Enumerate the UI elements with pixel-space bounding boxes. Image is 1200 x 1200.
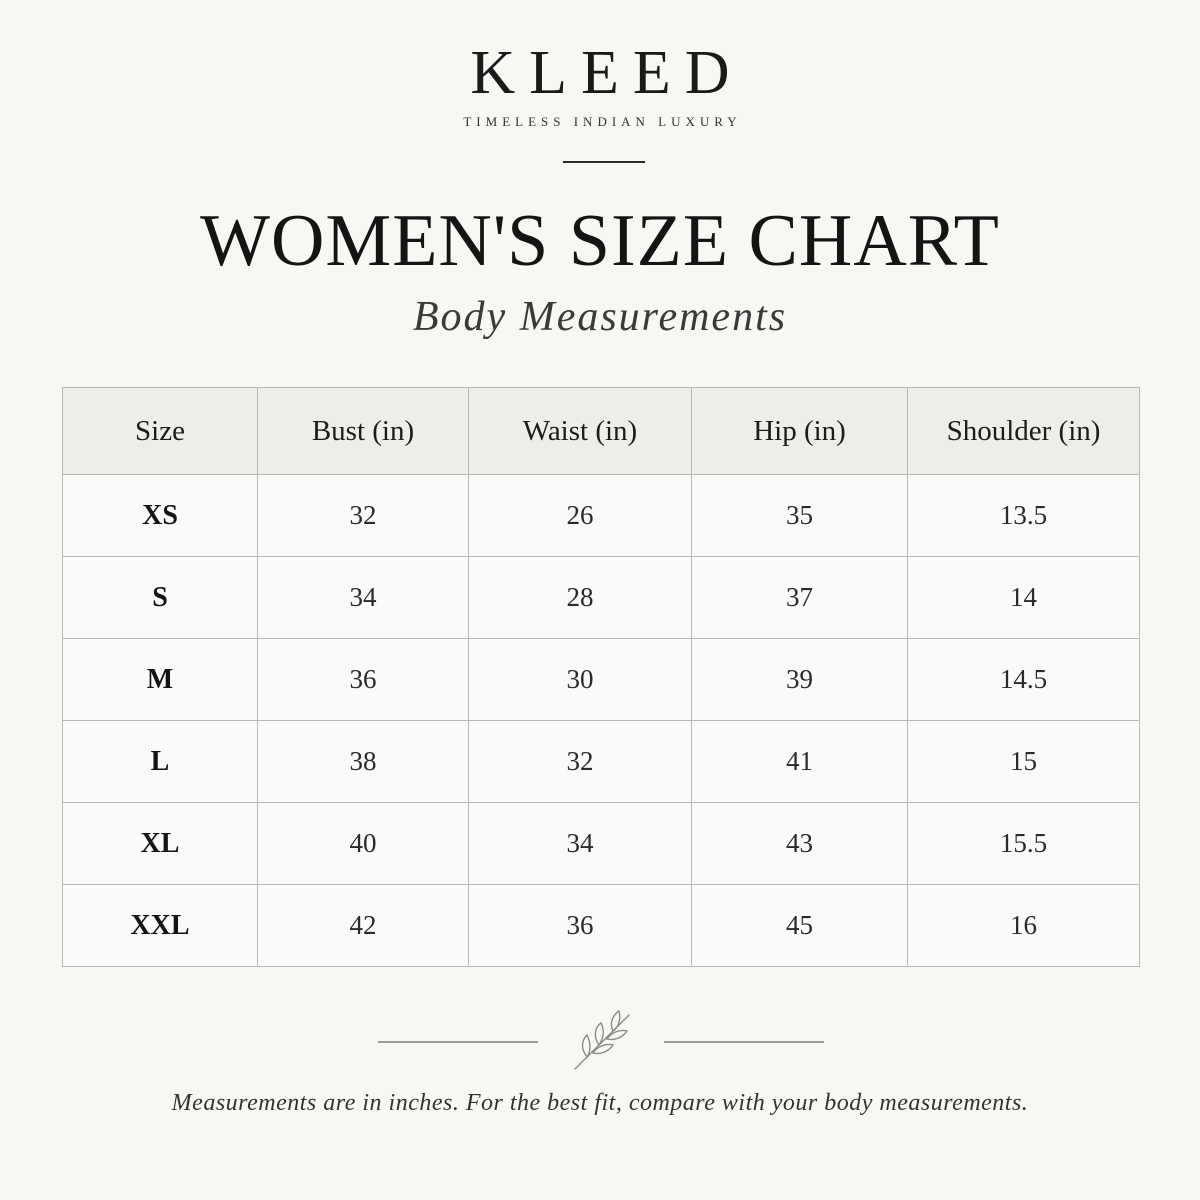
column-header-bust: Bust (in): [258, 388, 469, 475]
hip-cell: 35: [692, 475, 908, 557]
table-row: [63, 885, 1140, 967]
column-header-shoulder: Shoulder (in): [908, 388, 1140, 475]
waist-cell: 26: [469, 475, 692, 557]
shoulder-cell: 15.5: [908, 803, 1140, 885]
table-header-row: [63, 388, 1140, 475]
bust-cell: 38: [258, 721, 469, 803]
waist-cell: 28: [469, 557, 692, 639]
hip-cell: 37: [692, 557, 908, 639]
bust-cell: 34: [258, 557, 469, 639]
hip-cell: 43: [692, 803, 908, 885]
shoulder-cell: 16: [908, 885, 1140, 967]
bust-cell: 36: [258, 639, 469, 721]
shoulder-cell: 14.5: [908, 639, 1140, 721]
header-divider: [563, 161, 645, 163]
size-cell: S: [63, 557, 258, 639]
waist-cell: 30: [469, 639, 692, 721]
size-cell: XL: [63, 803, 258, 885]
shoulder-cell: 14: [908, 557, 1140, 639]
hip-cell: 41: [692, 721, 908, 803]
table-row: [63, 639, 1140, 721]
shoulder-cell: 13.5: [908, 475, 1140, 557]
page-subtitle: Body Measurements: [412, 294, 788, 340]
brand-tagline: TIMELESS INDIAN LUXURY: [463, 114, 742, 129]
size-cell: L: [63, 721, 258, 803]
table-row: [63, 721, 1140, 803]
table-row: [63, 475, 1140, 557]
column-header-hip: Hip (in): [692, 388, 908, 475]
brand-logo: KLEED: [470, 39, 744, 107]
bust-cell: 42: [258, 885, 469, 967]
bust-cell: 40: [258, 803, 469, 885]
leaf-sprig-icon: [565, 1005, 637, 1077]
waist-cell: 34: [469, 803, 692, 885]
table-row: [63, 557, 1140, 639]
shoulder-cell: 15: [908, 721, 1140, 803]
size-cell: XXL: [63, 885, 258, 967]
size-chart-table: [62, 387, 1140, 967]
column-header-waist: Waist (in): [469, 388, 692, 475]
waist-cell: 36: [469, 885, 692, 967]
size-cell: M: [63, 639, 258, 721]
size-cell: XS: [63, 475, 258, 557]
hip-cell: 39: [692, 639, 908, 721]
footer-divider-left: [378, 1041, 538, 1043]
bust-cell: 32: [258, 475, 469, 557]
table-row: [63, 803, 1140, 885]
footer-divider-right: [664, 1041, 824, 1043]
page-title: WOMEN'S SIZE CHART: [200, 200, 1000, 282]
measurement-note: Measurements are in inches. For the best fit, compare with your body measurements.: [171, 1090, 1029, 1116]
waist-cell: 32: [469, 721, 692, 803]
column-header-size: Size: [63, 388, 258, 475]
hip-cell: 45: [692, 885, 908, 967]
